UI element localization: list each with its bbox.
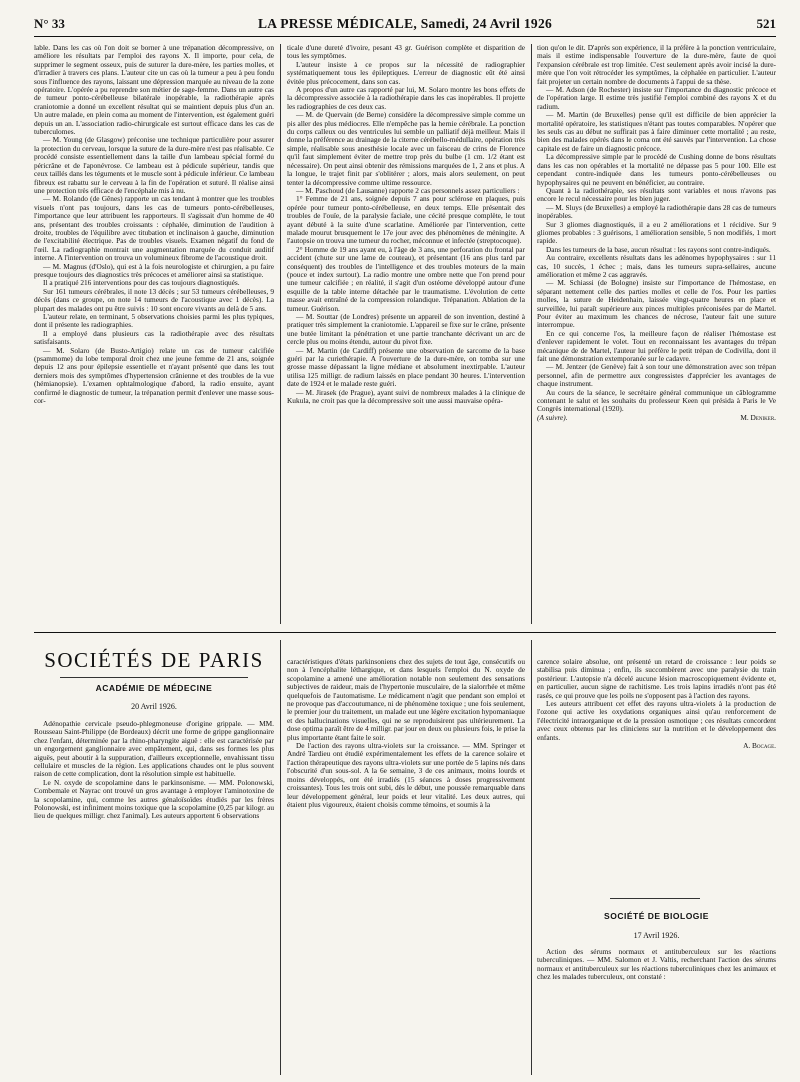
paragraph: — M. Souttar (de Londres) présente un appareil de son invention, destiné à pratiquer très simplement la craniotomie. L'appareil se fixe sur le crâne, présente une butée limitant la pénétration et une partie tranchante décrivant un arc de cercle plus ou moins étendu, autour du pivot fixe.: [287, 312, 525, 347]
paragraph: — M. Jentzer (de Genève) fait à son tour une démonstration avec son trépan personnel, afin de permettre aux congressistes d'apprécier les avantages de chaque instrument.: [537, 362, 776, 389]
paragraph: Au cours de la séance, le secrétaire général communique un câblogramme contenant le salut et les souhaits du professeur Keen qui présida à Paris le Ve Congrès international (1920).: [537, 387, 776, 414]
column-divider: [280, 640, 281, 1075]
author-signature: A. Bocage.: [743, 741, 776, 751]
bottom-column-1: [34, 720, 274, 1075]
academie-date: 20 Avril 1926.: [131, 702, 177, 711]
continuation-line: [537, 414, 776, 422]
bottom-column-3-biologie: [537, 948, 776, 1075]
paragraph: — M. Magnus (d'Oslo), qui est à la fois neurologiste et chirurgien, a pu faire presque toujours des diagnostics très précoces et améliorer ainsi sa statistique.: [34, 261, 274, 279]
paragraph: A propos d'un autre cas rapporté par lui, M. Solaro montre les bons effets de la décompressive associée à la radiothérapie dans les cas inopérables. Il projette les radiographies de ces deux cas.: [287, 85, 525, 111]
paragraph: ticale d'une dureté d'ivoire, pesant 43 gr. Guérison complète et disparition de tous les symptômes.: [287, 44, 525, 61]
paragraph: La décompressive simple par le procédé de Cushing donne de bons résultats dans les cas non opérables et la mortalité ne dépasse pas 5 pour 100. Elle est cependant contre-indiquée dans les tumeurs ponto-cérébelleuses ou hypophysaires qui ne peuvent en bénéficier, au contraire.: [537, 152, 776, 187]
paragraph: — M. Rolando (de Gênes) rapporte un cas tendant à montrer que les troubles visuels n'ont pas toujours, dans les cas de tumeurs ponto-cérébelleuses, l'importance que leur attribuent les rapporteurs. Il s'agissait d'un homme de 40 ans, présentant des troubles croissants : céphalée, diminution de l'audition à droite, troubles de l'équilibre avec titubation et inclinaison à gauche, diminution de l'excitabilité électrique. Pas de troubles visuels. Examen négatif du fond de l'œil. La radiographie montrait une augmentation marquée du conduit auditif interne. A l'intervention on trouva un volumineux fibrome de l'acoustique droit.: [34, 194, 274, 263]
column-2: [287, 44, 525, 624]
paragraph: lable. Dans les cas où l'on doit se borner à une trépanation décompressive, on améliore les résultats par l'emploi des rayons X. Il importe, pour cela, de supprimer le segment osseux, puis de suturer la dure-mère, les parties molles, et d'irradier à travers ces plans. L'auteur cite un cas où la tumeur a peu à peu fondu sous l'influence des rayons, laissant une dépression marquée au niveau de la zone opératoire. L'opérée a pu reprendre son métier de sage-femme. Dans un autre cas de tumeur ponto-cérébelleuse bilatérale inopérable, la radiothérapie après craniotomie a donné un excellent résultat qui se maintient depuis plus d'un an. Un autre malade, en plein coma au moment de l'intervention, est également guéri depuis un an. L'association radio-chirurgicale est surtout efficace dans les cas de tuberculomes.: [34, 44, 274, 137]
paragraph: L'auteur relate, en terminant, 5 observations choisies parmi les plus typiques, dont il présente les radiographies.: [34, 312, 274, 330]
column-3: [537, 44, 776, 624]
section-rule-short: [610, 898, 700, 899]
paragraph: — M. Sluys (de Bruxelles) a employé la radiothérapie dans 28 cas de tumeurs inopérables.: [537, 202, 776, 221]
paragraph: — M. de Quervain (de Berne) considère la décompressive simple comme un pis aller des plus médiocres. Elle n'empêche pas la hernie cérébrale. La ponction du corps calleux ou des ventricules lui semble un palliatif déjà meilleur. Mais il donne la préférence au drainage de la citerne cérébello-médullaire, opération très simple, réalisable sous anesthésie locale avec un faisceau de crins de Florence qu'il faut simplement éviter de mettre trop près du bulbe (1 cm. 1/2 étant est nécessaire). On peut ainsi obtenir des rémissions marquées de 1, 2 ans et plus. A la longue, le trajet finit par s'oblitérer ; alors, mais alors seulement, on peut tenter la décompressive comme ultime ressource.: [287, 110, 525, 187]
journal-title: LA PRESSE MÉDICALE, Samedi, 24 Avril 1926: [257, 16, 553, 31]
issue-number: N° 33: [34, 16, 65, 31]
paragraph: tion qu'on le dit. D'après son expérience, il la préfère à la ponction ventriculaire, mais il estime indispensable l'ouverture de la dure-mère, faute de quoi l'expansion cérébrale est trop limitée. C'est seulement après avoir incisé la dure-mère que l'on voit rétrocéder les symptômes, la céphalée en particulier. L'auteur fait projeter un certain nombre de documents à l'appui de sa thèse.: [537, 44, 776, 86]
paragraph: Action des sérums normaux et antituberculeux sur les réactions tuberculiniques. — MM. Salomon et J. Valtis, recherchant l'action des sérums normaux et antituberculeux sur les réactions tuberculiniques chez les animaux et chez les malades tuberculeux, ont constaté :: [537, 948, 776, 982]
author-signature: M. Deniker.: [740, 412, 776, 422]
page-header: [34, 14, 776, 37]
paragraph: En ce qui concerne l'os, la meilleure façon de réaliser l'hémostase est d'enlever rapidement le volet. Tout en reconnaissant les avantages du trépan mécanique de de Martel, l'auteur lui préfère le petit trépan de Codivilla, dont il fait une démonstration extemporanée sur le cadavre.: [537, 328, 776, 364]
title-underline: [60, 677, 248, 678]
section-rule: [34, 632, 776, 633]
paragraph: Il a pratiqué 216 interventions pour des cas toujours diagnostiqués.: [43, 278, 240, 288]
paragraph: Quant à la radiothérapie, ses résultats sont variables et nous n'avons pas encore le recul nécessaire pour les bien juger.: [537, 185, 776, 204]
to-be-continued: (A suivre).: [537, 412, 568, 422]
bottom-column-3: [537, 658, 776, 883]
paragraph: L'auteur insiste à ce propos sur la nécessité de radiographier systématiquement tous les épileptiques. L'erreur de diagnostic eût été ainsi évitée plus précocement, dans son cas.: [287, 59, 525, 86]
paragraph: 2° Homme de 19 ans ayant eu, à l'âge de 3 ans, une perforation du frontal par accident (chute sur une lame de couteau), et présentant (16 ans plus tard par conséquent) des troubles de l'intelligence et des troubles moteurs de la main (pouce et index surtout). La radio montre une ombre nette que l'on prend pour une tumeur calcifiée ; en réalité, il s'agit d'un ostéome développé autour d'une esquille de la table interne détachée par le traumatisme. L'évolution de cette masse avait entraîné de la compression rolandique. Trépanation. Ablation de la tumeur. Guérison.: [287, 244, 525, 313]
column-divider: [531, 640, 532, 1075]
paragraph: Adénopathie cervicale pseudo-phlegmoneuse d'origine grippale. — MM. Rousseau Saint-Philippe (de Bordeaux) décrit une forme de grippe ganglionnaire chez l'enfant, déterminée par la rhino-pharyngite aiguë : elle est caractérisée par un engorgement ganglionnaire avec empâtement, qui, dans ses formes les plus aiguës, peut aboutir à la suppuration, d'ailleurs exceptionnelle, envahissant tissu cellulaire et muscles de la région. Les applications chaudes ont le plus souvent raison de cette complication, dont la résolution simple est habituelle.: [34, 720, 274, 779]
paragraph: carence solaire absolue, ont présenté un retard de croissance : leur poids se stabilisa puis diminua ; enfin, ils succombèrent avec une paralysie du train postérieur. L'autopsie n'a décelé aucune lésion macroscopiquement évidente et, en particulier, aucun signe de rachitisme. Les trois lapins irradiés n'ont pas été rasés, ce qui prouve que les poils ne s'opposent pas à l'action des rayons.: [537, 658, 776, 700]
paragraph: Il a employé dans plusieurs cas la radiothérapie avec des résultats satisfaisants.: [34, 328, 274, 347]
paragraph: Les auteurs attribuent cet effet des rayons ultra-violets à la production de l'ozone qui active les oxydations organiques ainsi qu'au renforcement de l'électricité intraorganique et de la pression osmotique ; ces résultats concordent avec ceux obtenus par les cliniciens sur la nutrition et le développement des enfants.: [537, 699, 776, 742]
paragraph: — M. Adson (de Rochester) insiste sur l'importance du diagnostic précoce et de l'opération large. Il estime très justifié l'emploi combiné des rayons X et du radium.: [537, 85, 776, 111]
biologie-date: 17 Avril 1926.: [633, 931, 680, 940]
paragraph: — M. Solaro (de Busto-Artigio) relate un cas de tumeur calcifiée (psammome) du lobe temporal droit chez une jeune femme de 21 ans, soignée depuis 12 ans pour épilepsie essentielle et n'ayant présenté que dans les tout derniers mois des symptômes d'hypertension crânienne et des troubles de la vue (hémianopsie). L'examen ophtalmologique d'abord, la radio ensuite, ayant confirmé le diagnostic de tumeur, la trépanation permit d'enlever une masse sous-cor-: [34, 345, 274, 406]
column-divider: [280, 44, 281, 624]
paragraph: Au contraire, excellents résultats dans les adénomes hypophysaires : sur 11 cas, 10 succès, 1 échec ; mais, dans les tumeurs supra-sellaires, aucune amélioration et même 2 cas aggravés.: [537, 253, 776, 279]
paragraph: Sur 3 gliomes diagnostiqués, il a eu 2 améliorations et 1 récidive. Sur 9 gliomes probables : 3 guérisons, 1 amélioration sensible, 5 non modifiés, 1 mort rapide.: [537, 219, 776, 246]
paragraph: — M. Jirasek (de Prague), ayant suivi de nombreux malades à la clinique de Kukula, ne croit pas que la décompressive soit une aussi mauvaise opéra-: [287, 387, 525, 406]
biologie-heading: SOCIÉTÉ DE BIOLOGIE: [604, 911, 709, 921]
paragraph: 1° Femme de 21 ans, soignée depuis 7 ans pour sclérose en plaques, puis opérée pour tumeur ponto-cérébelleuse, en deux temps. Elle présentait des troubles de l'ouïe, de la paralysie faciale, une cécité presque complète, le tout ayant débuté à la suite d'une scarlatine. Améliorée par l'intervention, cette malade mourut brusquement le 17e jour avec des phénomènes de méningite. A l'autopsie on trouva une tumeur du rocher, méconnue et infectée (streptocoque).: [287, 194, 525, 246]
page-number: 521: [756, 16, 776, 31]
paragraph: — M. Martin (de Cardiff) présente une observation de sarcome de la base guéri par la curiethérapie. A l'ouverture de la dure-mère, on tomba sur une grosse masse dépassant la ligne médiane et absolument inextirpable. L'auteur utilisa 125 milligr. de radium laissés en place pendant 30 heures. L'intervention date de 1924 et le malade reste guéri.: [287, 345, 525, 389]
paragraph: — M. Paschoud (de Lausanne) rapporte 2 cas personnels assez particuliers :: [296, 185, 520, 195]
paragraph: — M. Schiassi (de Bologne) insiste sur l'importance de l'hémostase, en séparant nettement celle des parties molles et celle de l'os. Pour les parties molles, la suture de Heidenhain, laissée vingt-quatre heures en place et surveillée, lui paraît supérieure aux pinces multiples préconisées par de Martel. Pour éviter au maximum les chances de nécrose, l'auteur fait une suture interrompue.: [537, 278, 776, 330]
bottom-column-2: [287, 658, 525, 1075]
column-divider: [531, 44, 532, 624]
paragraph: De l'action des rayons ultra-violets sur la croissance. — MM. Springer et André Tardieu ont étudié expérimentalement les effets de la carence solaire et l'action thérapeutique des rayons ultra-violets sur une portée de 5 lapins nés dans l'obscurité d'un sous-sol. A la 6e semaine, 3 de ces animaux, moins lourds et moins développés, ont été irradiés (15 séances à doses progressivement croissantes). Tous les trois ont subi, dès le début, une poussée remarquable dans leur développement général, leur poids et leur vitalité. Les deux autres, qui étaient plus vigoureux, étaient choisis comme témoins, et soumis à la: [287, 741, 525, 809]
paragraph: — M. Young (de Glasgow) préconise une technique particulière pour assurer la protection du cerveau, lorsque la suture de la dure-mère n'est pas réalisable. Ce procédé consiste essentiellement dans la taille d'un lambeau spécial formé du péricrâne et de l'aponévrose. Ce lambeau est à pédicule supérieur, tandis que ceux taillés dans les téguments et le muscle sont à pédicule inférieur. Ce lambeau fibreux est rabattu sur le cerveau à la fin de l'opération et suturé. Il réalise ainsi une protection très efficace de l'encéphale mis à nu.: [34, 135, 274, 195]
academie-heading: ACADÉMIE DE MÉDECINE: [95, 683, 213, 693]
column-1: [34, 44, 274, 624]
paragraph: Le N. oxyde de scopolamine dans le parkinsonisme. — MM. Polonowski, Combemale et Nayrac ont trouvé un gros avantage à employer l'aminotoxine de la scopolamine, qui, comme les autres génaloïsoïdes étudiés par les frères Polonowski, est infiniment moins toxique que la scopolamine (0,25 par kilogr. au lieu de quelques milligr. chez l'animal). Les auteurs apportent 6 observations: [34, 777, 274, 821]
paragraph: Dans les tumeurs de la base, aucun résultat : les rayons sont contre-indiqués.: [546, 244, 771, 254]
section-title: SOCIÉTÉS DE PARIS: [44, 648, 264, 672]
paragraph: caractéristiques d'états parkinsoniens chez des sujets de tout âge, consécutifs ou non à l'encéphalite léthargique, et dans lesquels l'emploi du N. oxyde de scopolamine a amené une amélioration notable non seulement des sensations subjectives de raideur, mais de l'hypertonie musculaire, de la sialorrhée et même quelquefois de l'automatisme. Le médicament n'agit que pendant son emploi et ne provoque pas d'accoutumance, ni de phénomène toxique ; une fois seulement, le premier jour du traitement, un malade eut une légère excitation hypomaniaque et des hallucinations visuelles, qui ne se reproduisirent pas ultérieurement. La dose optima paraît être de 4 milligr. par jour en deux ou plusieurs fois, le prise la plus importante étant faite le soir.: [287, 658, 525, 742]
paragraph: Sur 161 tumeurs cérébrales, il note 13 décès ; sur 53 tumeurs cérébelleuses, 9 décès (dans ce groupe, on note 14 tumeurs de l'acoustique avec 1 décès). La plupart des malades ont pu être suivis : 10 sont encore vivants au delà de 5 ans.: [34, 286, 274, 313]
paragraph: — M. Martin (de Bruxelles) pense qu'il est difficile de bien apprécier la mortalité opératoire, les statistiques n'étant pas toutes comparables. N'opérer que les seuls cas au début ne suffirait pas à faire diminuer cette mortalité ; au reste, bien des malades opérés dans le coma ont été sauvés par l'intervention. La chose capitale est de faire un diagnostic précoce.: [537, 110, 776, 153]
